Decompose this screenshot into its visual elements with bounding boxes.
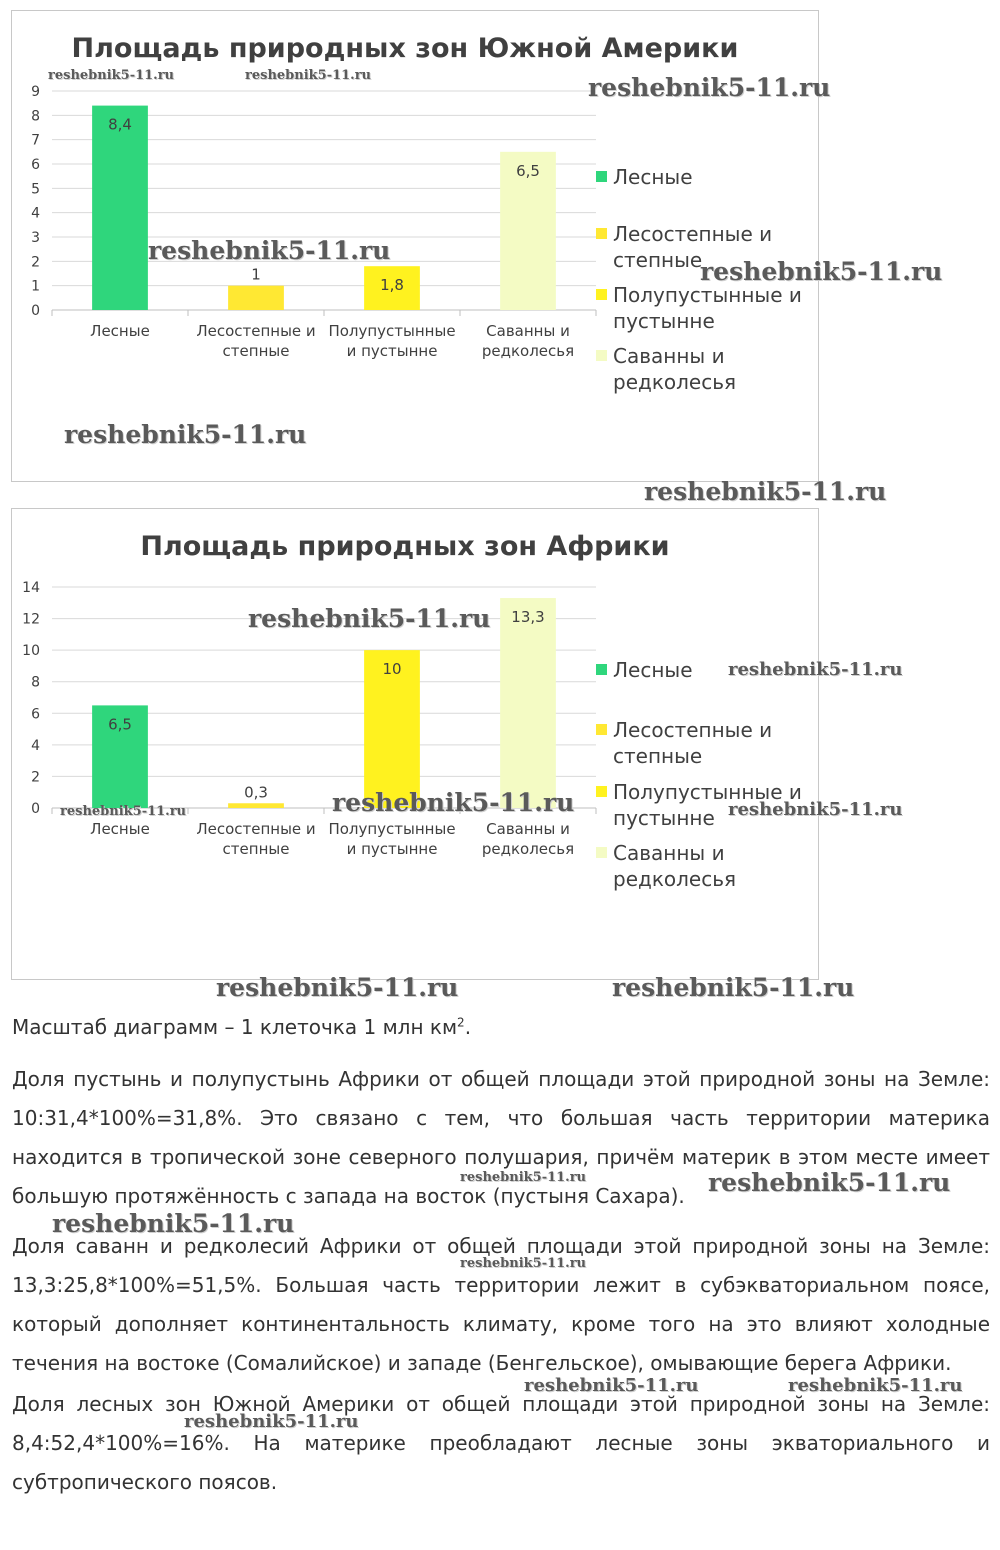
legend-label-line: степные: [613, 248, 703, 272]
paragraph-deserts: Доля пустынь и полупустынь Африки от общей площади этой природной зоны на Земле: 10:31,4*100%=31,8%. Это связано с тем, что большая часть территории материка находится в тропической зоне северного полушария, причём материк в этом месте имеет большую протяжённость с запада на восток (пустыня Сахара).: [12, 1067, 990, 1208]
y-tick-label: 4: [31, 205, 40, 222]
watermark: reshebnik5-11.ru: [728, 659, 903, 680]
data-label: 6,5: [108, 715, 132, 734]
y-tick-label: 0: [31, 303, 40, 319]
watermark: reshebnik5-11.ru: [184, 1411, 359, 1432]
legend-label-line: Лесостепные и: [613, 718, 773, 742]
watermark: reshebnik5-11.ru: [612, 973, 855, 1002]
legend-label: [613, 282, 802, 334]
legend-label-line: редколесья: [613, 370, 737, 394]
x-tick-label: и пустынне: [346, 342, 438, 360]
legend-label-line: Лесостепные и: [613, 222, 773, 246]
legend-label-line: Полупустынные и: [613, 283, 802, 307]
legend-swatch: [596, 786, 607, 797]
legend-swatch: [596, 171, 607, 182]
x-tick-label: и пустынне: [346, 840, 438, 858]
legend-swatch: [596, 847, 607, 858]
y-tick-label: 0: [31, 801, 40, 817]
legend-label: [613, 657, 693, 683]
y-tick-label: 10: [22, 643, 40, 660]
legend-item: [596, 717, 772, 769]
y-tick-label: 2: [31, 769, 40, 786]
watermark: reshebnik5-11.ru: [52, 1209, 295, 1238]
watermark: reshebnik5-11.ru: [460, 1256, 587, 1271]
legend-swatch: [596, 350, 607, 361]
y-tick-label: 1: [31, 278, 40, 295]
legend-label: [613, 840, 736, 892]
y-tick-label: 5: [31, 181, 40, 198]
watermark: reshebnik5-11.ru: [788, 1375, 963, 1396]
legend-swatch: [596, 289, 607, 300]
y-tick-label: 4: [31, 737, 40, 754]
legend-label-line: пустынне: [613, 806, 715, 830]
legend-label: [613, 164, 693, 190]
watermark: reshebnik5-11.ru: [708, 1168, 951, 1197]
data-label: 0,3: [244, 783, 268, 802]
watermark: reshebnik5-11.ru: [332, 788, 575, 817]
bar-1: [92, 106, 148, 310]
y-tick-label: 6: [31, 706, 40, 723]
data-label: 13,3: [511, 608, 545, 627]
y-tick-label: 6: [31, 157, 40, 173]
legend-label-line: Полупустынные и: [613, 780, 802, 804]
y-tick-label: 8: [31, 108, 40, 125]
watermark: reshebnik5-11.ru: [248, 604, 491, 633]
watermark: reshebnik5-11.ru: [644, 477, 887, 506]
legend-label-line: редколесья: [613, 867, 737, 891]
legend-item: [596, 657, 693, 683]
watermark: reshebnik5-11.ru: [588, 73, 831, 102]
y-tick-label: 2: [31, 254, 40, 271]
paragraph-savannas: Доля саванн и редколесий Африки от общей площади этой природной зоны на Земле: 13,3:25,8*100%=51,5%. Большая часть территории лежит в субэкваториальном поясе, который дополняет континентальность климату, кроме того на это влияют холодные течения на востоке (Сомалийское) и западе (Бенгельское), омывающие берега Африки.: [12, 1234, 990, 1375]
scale-note-end: .: [464, 1015, 472, 1039]
legend-item: [596, 840, 736, 892]
x-tick-label: Саванны и: [486, 322, 570, 340]
legend-label-line: степные: [613, 744, 703, 768]
y-tick-label: 8: [31, 674, 40, 691]
x-tick-label: Лесные: [90, 322, 150, 340]
x-tick-label: Лесостепные и: [196, 820, 316, 838]
legend-label-line: Лесные: [613, 658, 693, 682]
legend-label: [613, 343, 736, 395]
x-tick-label: Лесные: [90, 820, 150, 838]
legend-label-line: Саванны и: [613, 841, 725, 865]
watermark: reshebnik5-11.ru: [48, 68, 175, 83]
x-tick-label: степные: [222, 840, 290, 858]
watermark: reshebnik5-11.ru: [216, 973, 459, 1002]
data-label: 6,5: [516, 161, 540, 180]
legend-item: [596, 282, 802, 334]
watermark: reshebnik5-11.ru: [64, 420, 307, 449]
watermark: reshebnik5-11.ru: [524, 1375, 699, 1396]
legend-swatch: [596, 664, 607, 675]
bar-2: [228, 803, 284, 808]
legend-swatch: [596, 228, 607, 239]
legend-label-line: пустынне: [613, 309, 715, 333]
bar-4: [500, 598, 556, 808]
y-tick-label: 9: [31, 84, 40, 100]
y-tick-label: 12: [22, 611, 40, 628]
scale-note-sup: 2: [457, 1015, 465, 1030]
chart-title: Площадь природных зон Африки: [140, 531, 670, 562]
x-tick-label: редколесья: [481, 342, 575, 360]
legend-swatch: [596, 724, 607, 735]
x-tick-label: редколесья: [481, 840, 575, 858]
watermark: reshebnik5-11.ru: [700, 257, 943, 286]
y-tick-label: 3: [31, 230, 40, 246]
x-tick-label: Полупустынные: [328, 820, 456, 838]
x-tick-label: Саванны и: [486, 820, 570, 838]
scale-note-text: Масштаб диаграмм – 1 клеточка 1 млн км: [12, 1015, 458, 1039]
data-label: 1: [251, 265, 261, 284]
paragraph-forests: Доля лесных зон Южной Америки от общей площади этой природной зоны на Земле: 8,4:52,4*100%=16%. На материке преобладают лесные зоны экваториального и субтропического поясов.: [12, 1392, 990, 1494]
legend-item: [596, 164, 693, 190]
legend-item: [596, 343, 736, 395]
chart-africa: [11, 508, 819, 980]
watermark: reshebnik5-11.ru: [148, 236, 391, 265]
watermark: reshebnik5-11.ru: [245, 68, 372, 83]
x-tick-label: Лесостепные и: [196, 322, 316, 340]
x-tick-label: степные: [222, 342, 290, 360]
watermark: reshebnik5-11.ru: [60, 804, 187, 819]
y-tick-label: 14: [22, 580, 40, 596]
x-tick-label: Полупустынные: [328, 322, 456, 340]
legend-label-line: Саванны и: [613, 344, 725, 368]
data-label: 1,8: [380, 276, 404, 295]
data-label: 8,4: [108, 115, 132, 134]
bar-2: [228, 286, 284, 310]
legend-label: [613, 717, 772, 769]
watermark: reshebnik5-11.ru: [460, 1170, 587, 1185]
legend-label-line: Лесные: [613, 165, 693, 189]
scale-note: [12, 1015, 990, 1039]
chart-title: Площадь природных зон Южной Америки: [71, 33, 739, 64]
y-tick-label: 7: [31, 132, 40, 149]
data-label: 10: [382, 660, 402, 679]
watermark: reshebnik5-11.ru: [728, 799, 903, 820]
